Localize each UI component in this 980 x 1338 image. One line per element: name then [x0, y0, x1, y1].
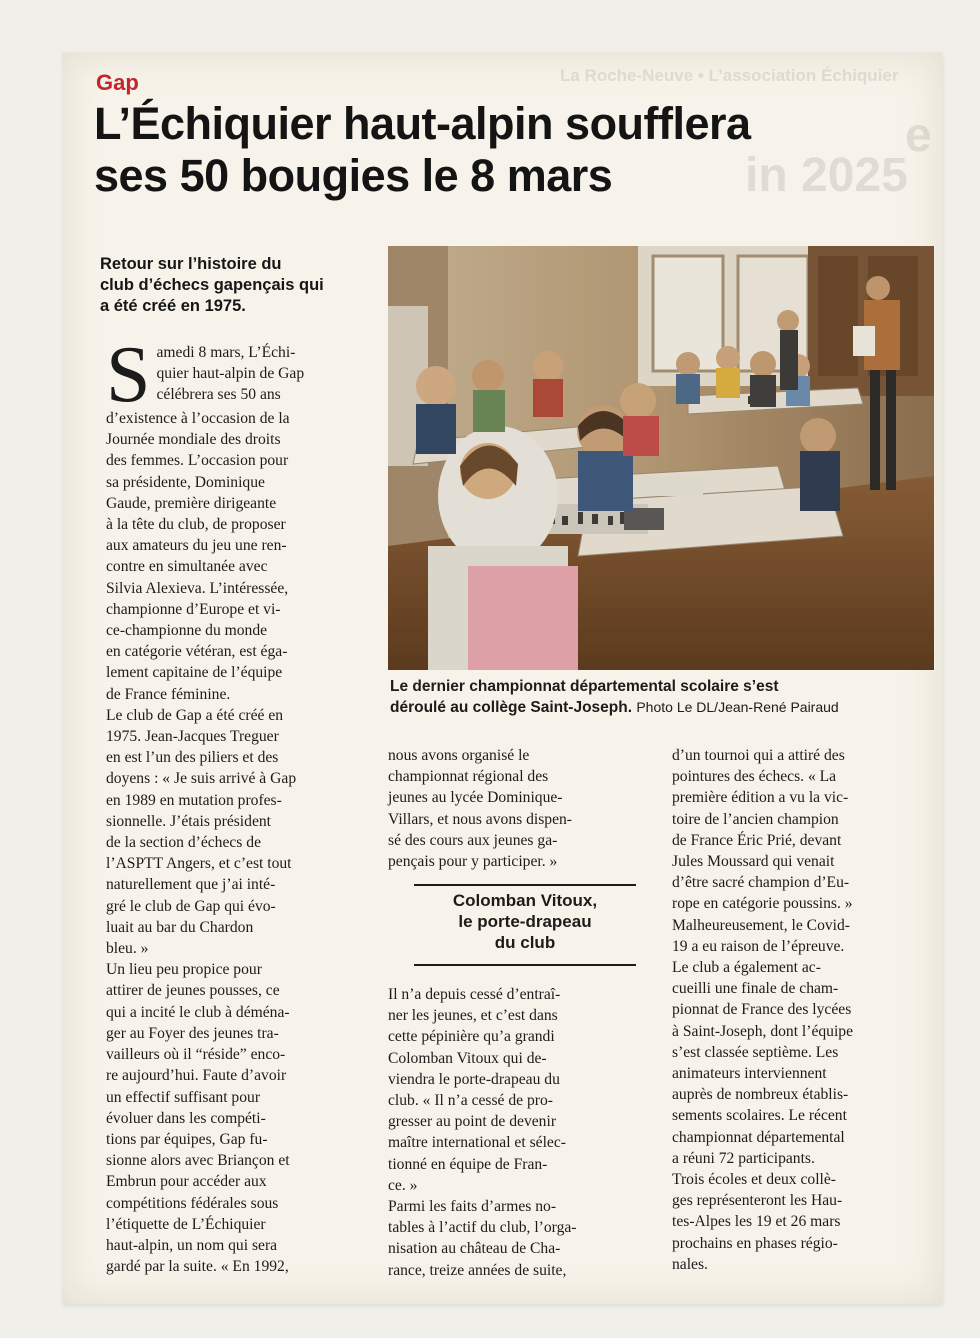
body-line: tes-Alpes les 19 et 26 mars — [672, 1213, 841, 1231]
subheading-line: le porte-drapeau — [458, 912, 592, 931]
lede-line: a été créé en 1975. — [100, 297, 246, 315]
body-line: l’ASPTT Angers, et c’est tout — [106, 855, 292, 873]
article-headline — [94, 98, 874, 202]
article-photo — [388, 246, 934, 670]
body-line: rance, treize années de suite, — [388, 1261, 567, 1279]
headline-line: L’Échiquier haut-alpin soufflera — [94, 98, 751, 149]
body-line: sé des cours aux jeunes ga- — [388, 831, 558, 849]
body-line: Jules Moussard qui venait — [672, 853, 835, 871]
headline-line: ses 50 bougies le 8 mars — [94, 150, 613, 201]
body-line: bleu. » — [106, 940, 149, 958]
body-line: cueilli une finale de cham- — [672, 980, 839, 998]
body-line: maître international et sélec- — [388, 1134, 566, 1152]
dropcap-letter: S — [106, 331, 151, 419]
chess-tournament-photo — [388, 246, 934, 670]
body-line: sements scolaires. Le récent — [672, 1107, 847, 1125]
body-line: ges représenteront les Hau- — [672, 1192, 843, 1210]
body-line: ce. » — [388, 1176, 418, 1194]
body-line: Journée mondiale des droits — [106, 431, 281, 449]
body-line: de France féminine. — [106, 685, 231, 703]
body-line: luait au bar du Chardon — [106, 918, 254, 936]
body-line: contre en simultanée avec — [106, 558, 268, 576]
body-line: Embrun pour accéder aux — [106, 1173, 267, 1191]
section-label: Gap — [96, 70, 139, 95]
body-line: Il n’a depuis cessé d’entraî- — [388, 986, 561, 1003]
body-line: Colomban Vitoux qui de- — [388, 1049, 547, 1067]
body-line: en catégorie vétéran, est éga- — [106, 643, 288, 661]
body-line: doyens : « Je suis arrivé à Gap — [106, 770, 297, 788]
body-line: évoluer dans les compéti- — [106, 1109, 266, 1127]
body-line: lement capitaine de l’équipe — [106, 664, 283, 682]
body-line: Parmi les faits d’armes no- — [388, 1198, 557, 1216]
body-line: sionnelle. J’étais président — [106, 812, 271, 830]
body-line: tions par équipes, Gap fu- — [106, 1130, 268, 1148]
photo-credit: Photo Le DL/Jean-René Pairaud — [636, 699, 839, 715]
body-line: haut-alpin, un nom qui sera — [106, 1236, 278, 1254]
bleed-through-headline: e — [905, 109, 932, 162]
body-line: d’existence à l’occasion de la — [106, 410, 290, 427]
body-line: en 1989 en mutation profes- — [106, 791, 282, 809]
body-line: nales. — [672, 1255, 708, 1273]
body-line: s’est classée septième. Les — [672, 1043, 839, 1061]
body-line: Trois écoles et deux collè- — [672, 1171, 836, 1189]
body-line: cette pépinière qu’a grandi — [388, 1028, 555, 1046]
body-line: d’un tournoi qui a attiré des — [672, 747, 845, 764]
article-column-2-lower — [388, 984, 653, 1281]
body-line: club. « Il n’a cessé de pro- — [388, 1092, 553, 1110]
body-line: re aujourd’hui. Faute d’avoir — [106, 1067, 287, 1085]
body-line: championnat départemental — [672, 1128, 845, 1146]
body-line: Gaude, première dirigeante — [106, 494, 277, 512]
article-column-3 — [672, 745, 937, 1275]
column-2-bottom — [388, 984, 653, 1281]
column-2-top — [388, 745, 653, 872]
body-line: Malheureusement, le Covid- — [672, 916, 850, 934]
column-1-body — [106, 408, 381, 1277]
body-line: qui a incité le club à déména- — [106, 1003, 290, 1021]
body-line: pointures des échecs. « La — [672, 768, 837, 786]
body-line: ce-championne du monde — [106, 622, 268, 640]
body-line: ner les jeunes, et c’est dans — [388, 1007, 558, 1025]
body-line: attirer de jeunes pousses, ce — [106, 982, 280, 1000]
body-line: gré le club de Gap qui évo- — [106, 897, 276, 915]
bleed-through-headline: in 2025 — [745, 149, 908, 202]
body-line: nous avons organisé le — [388, 747, 530, 764]
body-line: d’être sacré champion d’Eu- — [672, 874, 850, 892]
body-line: pençais pour y participer. » — [388, 853, 558, 871]
body-line: tables à l’actif du club, l’orga- — [388, 1219, 577, 1237]
body-line: prochains en phases régio- — [672, 1234, 838, 1252]
body-line: nisation au château de Cha- — [388, 1240, 561, 1258]
body-line: 1975. Jean-Jacques Treguer — [106, 728, 279, 746]
body-line: aux amateurs du jeu une ren- — [106, 537, 287, 555]
body-line: première édition a vu la vic- — [672, 789, 849, 807]
body-line: pionnat de France des lycées — [672, 1001, 852, 1019]
article-lede — [100, 254, 380, 317]
body-line: ger au Foyer des jeunes tra- — [106, 1024, 279, 1042]
body-line: Le club de Gap a été créé en — [106, 706, 284, 724]
article-column-2 — [388, 745, 653, 872]
body-line: 19 a eu raison de l’épreuve. — [672, 937, 845, 955]
body-line: Un lieu peu propice pour — [106, 961, 262, 979]
body-line: vailleurs où il “réside” enco- — [106, 1046, 286, 1064]
article-column-1 — [106, 331, 381, 1277]
subhead-bottom-rule — [414, 964, 636, 966]
body-line: gardé par la suite. « En 1992, — [106, 1258, 289, 1276]
body-line: Villars, et nous avons dispen- — [388, 810, 572, 828]
body-line: rope en catégorie poussins. » — [672, 895, 853, 913]
body-line: amedi 8 mars, L’Échi- — [156, 344, 296, 361]
body-line: de France Éric Prié, devant — [672, 831, 842, 849]
body-line: l’étiquette de L’Échiquier — [106, 1215, 266, 1233]
body-line: Le club a également ac- — [672, 959, 821, 977]
body-line: auprès de nombreux établis- — [672, 1086, 849, 1104]
article-subheading — [414, 890, 636, 953]
subhead-top-rule — [414, 884, 636, 886]
column-3-body — [672, 745, 937, 1275]
body-line: de la section d’échecs de — [106, 834, 261, 852]
body-line: a réuni 72 participants. — [672, 1149, 815, 1167]
body-line: à Saint-Joseph, dont l’équipe — [672, 1022, 854, 1040]
subheading-line: Colomban Vitoux, — [452, 891, 598, 910]
caption-line: Le dernier championnat départemental scolaire s’est — [390, 678, 779, 695]
body-line: sionne alors avec Briançon et — [106, 1152, 290, 1170]
body-line: viendra le porte-drapeau du — [388, 1070, 560, 1088]
body-line: animateurs interviennent — [672, 1065, 827, 1083]
body-line: un effectif suffisant pour — [106, 1088, 261, 1106]
body-line: des femmes. L’occasion pour — [106, 452, 289, 470]
body-line: gresser au point de devenir — [388, 1113, 557, 1131]
body-line: championne d’Europe et vi- — [106, 600, 281, 618]
body-line: célébrera ses 50 ans — [156, 386, 281, 404]
body-line: toire de l’ancien champion — [672, 810, 839, 828]
body-line: Silvia Alexieva. L’intéressée, — [106, 579, 289, 597]
bleed-through-text: La Roche-Neuve • L’association Échiquier — [560, 66, 899, 85]
body-line: sa présidente, Dominique — [106, 473, 265, 491]
body-line: quier haut-alpin de Gap — [156, 365, 305, 383]
subheading-line: du club — [494, 933, 556, 952]
photo-caption — [390, 676, 940, 718]
body-line: compétitions fédérales sous — [106, 1194, 279, 1212]
body-line: tionné en équipe de Fran- — [388, 1155, 548, 1173]
body-line: à la tête du club, de proposer — [106, 516, 286, 534]
body-line: en est l’un des piliers et des — [106, 749, 279, 767]
body-line: jeunes au lycée Dominique- — [388, 789, 563, 807]
body-line: naturellement que j’ai inté- — [106, 876, 276, 894]
body-line: championnat régional des — [388, 768, 549, 786]
caption-line: déroulé au collège Saint-Joseph. — [390, 699, 633, 716]
lede-line: club d’échecs gapençais qui — [100, 276, 324, 294]
lede-line: Retour sur l’histoire du — [100, 255, 282, 273]
